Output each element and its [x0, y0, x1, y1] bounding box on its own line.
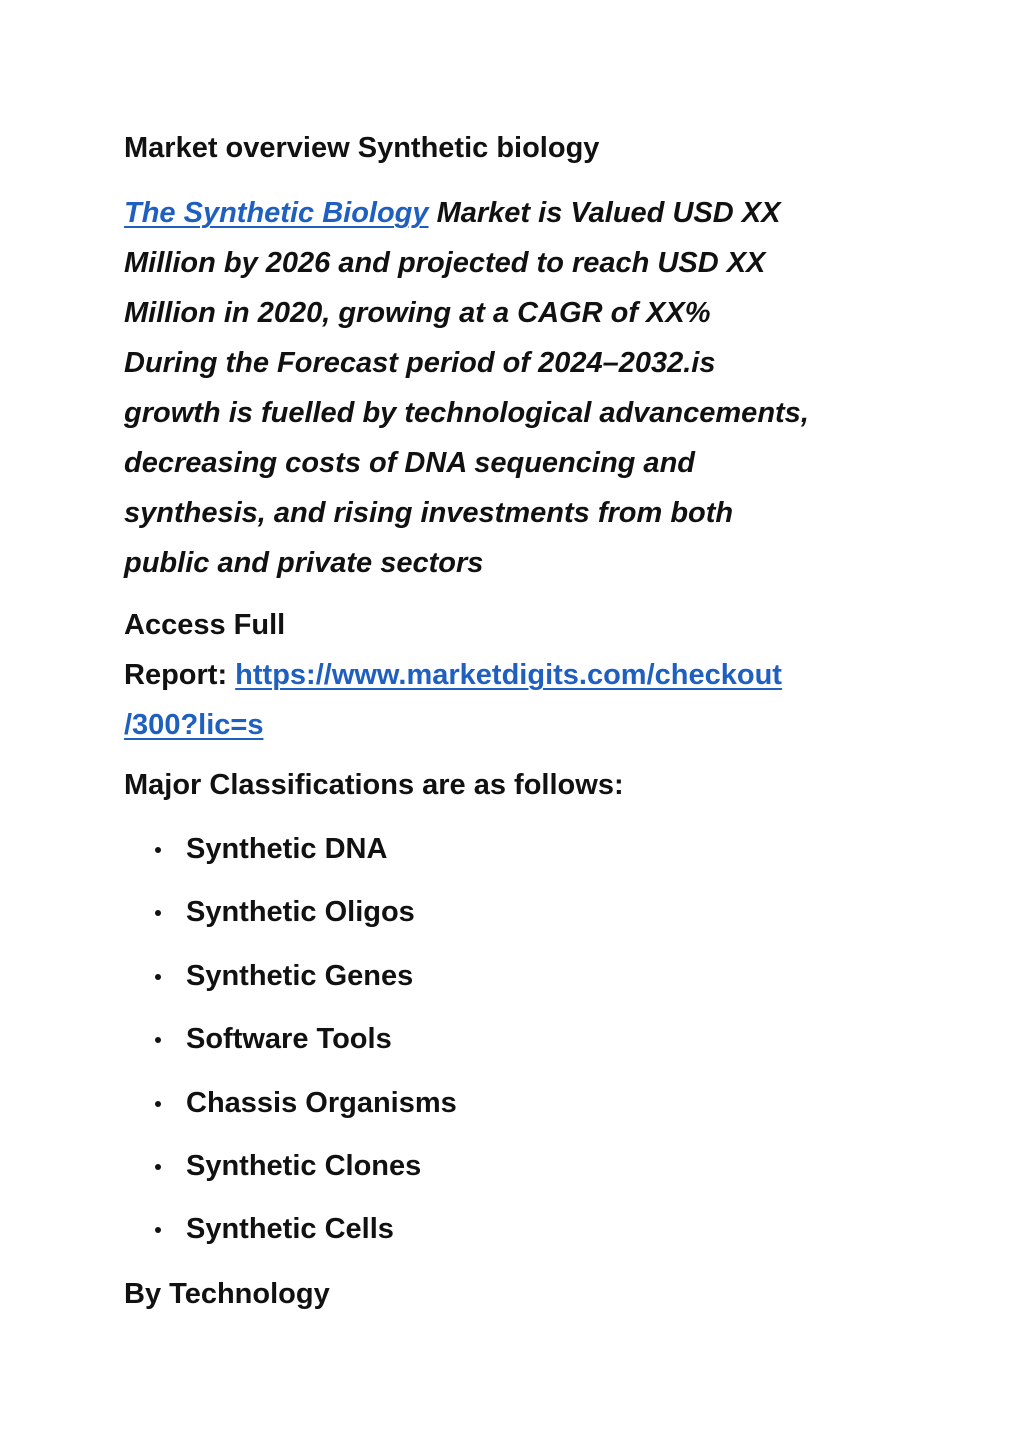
intro-line-8: public and private sectors — [124, 547, 484, 579]
access-full-label: Access Full — [124, 609, 286, 641]
access-report-block — [124, 600, 904, 750]
list-item-label: Synthetic Oligos — [186, 896, 415, 929]
intro-paragraph — [124, 188, 904, 588]
intro-line-2: Million by 2026 and projected to reach USD XX — [124, 247, 766, 279]
bullet-icon — [155, 910, 161, 916]
report-url-continuation — [124, 700, 904, 750]
intro-line-5: growth is fuelled by technological advancements, — [124, 397, 809, 429]
intro-line-1-text: Market is Valued USD XX — [428, 197, 781, 229]
intro-line-7: synthesis, and rising investments from both — [124, 497, 734, 529]
bullet-icon — [155, 1164, 161, 1170]
by-technology-heading: By Technology — [124, 1278, 330, 1310]
list-item-label: Synthetic Clones — [186, 1149, 422, 1182]
bullet-icon — [155, 847, 161, 853]
bullet-icon — [155, 1037, 161, 1043]
page-title: Market overview Synthetic biology — [124, 132, 600, 164]
bullet-icon — [155, 1227, 161, 1233]
intro-line-6: decreasing costs of DNA sequencing and — [124, 447, 695, 479]
report-url-link[interactable]: https://www.marketdigits.com/checkout — [235, 659, 782, 691]
intro-line-4: During the Forecast period of 2024–2032.is — [124, 347, 716, 379]
list-item-label: Synthetic Cells — [186, 1213, 394, 1246]
list-item-label: Software Tools — [186, 1023, 392, 1056]
bullet-icon — [155, 1101, 161, 1107]
bullet-icon — [155, 974, 161, 980]
classifications-heading: Major Classifications are as follows: — [124, 769, 624, 801]
list-item-label: Synthetic DNA — [186, 833, 388, 865]
report-line — [124, 650, 904, 700]
report-label: Report: — [124, 659, 236, 691]
intro-line-1 — [124, 188, 904, 238]
list-item-label: Synthetic Genes — [186, 959, 414, 992]
list-item-label: Chassis Organisms — [186, 1086, 457, 1119]
report-url-link-continued[interactable]: /300?lic=s — [124, 709, 264, 741]
synthetic-biology-link[interactable]: The Synthetic Biology — [124, 197, 429, 229]
intro-line-3: Million in 2020, growing at a CAGR of XX% — [124, 297, 711, 329]
